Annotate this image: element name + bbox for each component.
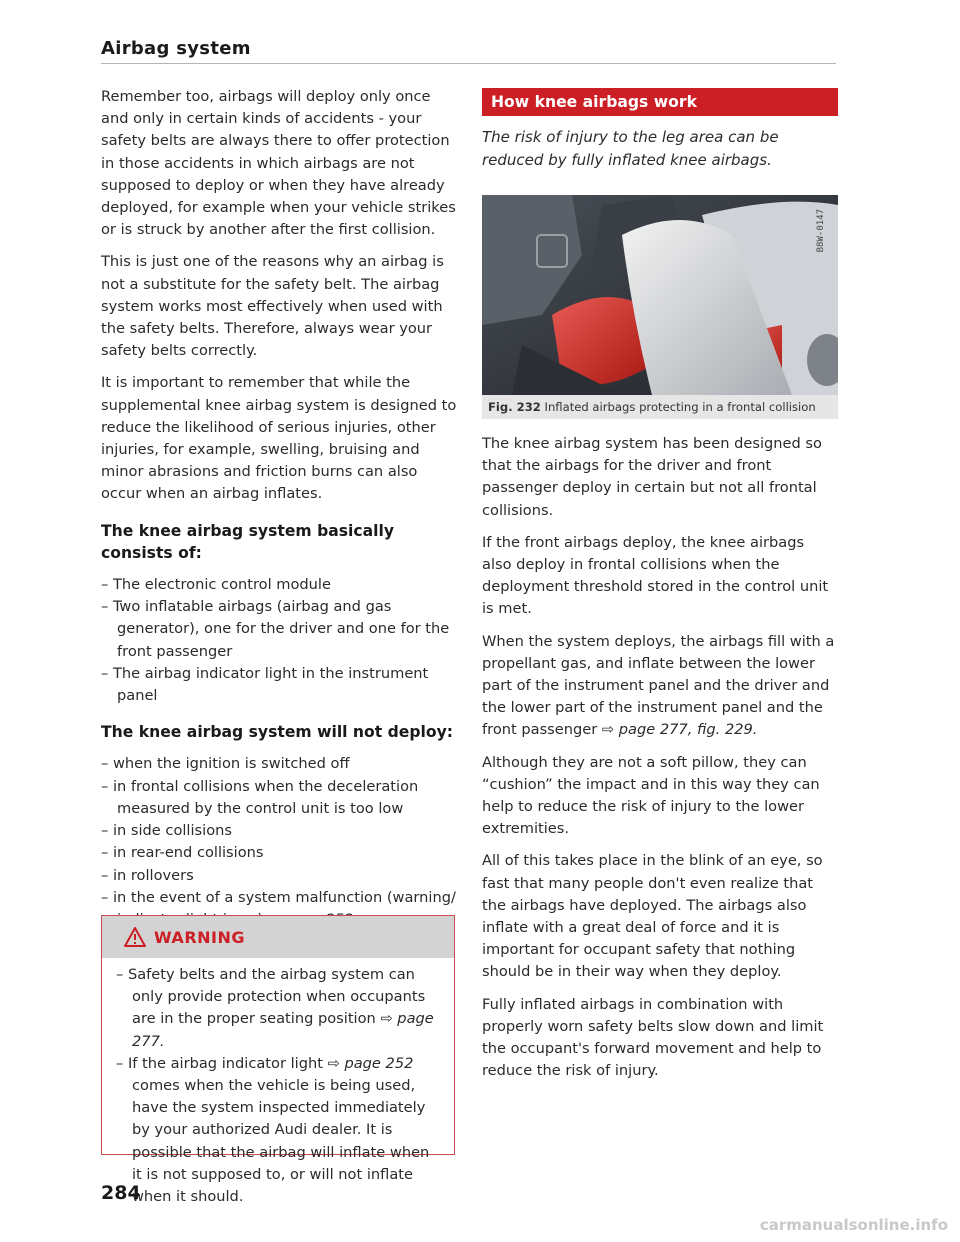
list-item: – The airbag indicator light in the instrument panel — [101, 663, 457, 707]
paragraph: The knee airbag system has been designed so that the airbags for the driver and front passenger deploy in certain but not all frontal collisions. — [482, 435, 822, 519]
warning-item — [116, 964, 442, 1053]
components-list — [101, 574, 457, 707]
warning-triangle-icon — [124, 927, 146, 947]
list-item: – in rollovers — [101, 865, 457, 887]
paragraph: Remember too, airbags will deploy only once and only in certain kinds of accidents - your safety belts are always there to offer protection in those accidents in which airbags are not supposed to deploy or when they have already deployed, for example when your vehicle strikes or is struck by another after the first collision. — [101, 88, 456, 239]
paragraph: If the front airbags deploy, the knee airbags also deploy in frontal collisions when the deployment threshold stored in the control unit is met. — [482, 533, 829, 618]
airbag-illustration — [482, 195, 838, 395]
caption-text: Inflated airbags protecting in a frontal collision — [544, 400, 816, 414]
warning-item-text: Safety belts and the airbag system can only provide protection when occupants are in the proper seating position — [127, 966, 426, 1028]
header-rule — [101, 63, 836, 64]
paragraph: Fully inflated airbags in combination with properly worn safety belts slow down and limit the occupant's forward movement and help to reduce the risk of injury. — [482, 995, 824, 1080]
warning-item-text: comes when the vehicle is being used, have the system inspected immediately by your authorized Audi dealer. It is possible that the airbag will inflate when it is not supposed to, or will not inflate when it should. — [132, 1077, 430, 1206]
page-reference-link[interactable]: ⇨ page 277, fig. 229. — [601, 721, 758, 739]
paragraph: Although they are not a soft pillow, they can “cushion” the impact and in this way they can help to reduce the risk of injury to the lower extremities. — [482, 753, 820, 838]
warning-header — [102, 916, 454, 958]
figure-code: B8W-0147 — [815, 209, 826, 253]
list-item: – when the ignition is switched off — [101, 753, 457, 775]
paragraph: It is important to remember that while the supplemental knee airbag system is designed to reduce the likelihood of serious injuries, other injuries, for example, swelling, bruising and minor abrasions and friction burns can also occur when an airbag inflates. — [101, 374, 457, 503]
list-item: – in rear-end collisions — [101, 842, 457, 864]
list-item-text: in the event of a system malfunction (warning/ — [112, 888, 456, 906]
warning-item-text: If the airbag indicator light — [127, 1054, 323, 1072]
paragraph — [482, 631, 838, 742]
list-item: – in frontal collisions when the deceleration measured by the control unit is too low — [101, 776, 457, 820]
paragraph: All of this takes place in the blink of an eye, so fast that many people don't even realize that the airbags have deployed. The airbags also inflate with a great deal of force and it is important for occupant safety that nothing should be in their way when they deploy. — [482, 852, 823, 981]
left-column — [101, 86, 457, 931]
list-item: – The electronic control module — [101, 574, 457, 596]
page-reference-link[interactable]: ⇨ page 252 — [327, 1054, 414, 1072]
figure-knee-airbags — [482, 195, 838, 395]
figure-caption — [482, 395, 838, 419]
paragraph: This is just one of the reasons why an airbag is not a substitute for the safety belt. The airbag system works most effectively when used with the safety belts. Therefore, always wear your safety belts correctly. — [101, 253, 444, 360]
page-number: 284 — [101, 1182, 141, 1204]
warning-item — [116, 1053, 442, 1208]
list-item: – in side collisions — [101, 820, 457, 842]
warning-list — [102, 958, 454, 1208]
conditions-list — [101, 753, 457, 931]
section-banner: How knee airbags work — [482, 88, 838, 116]
subheading-consists: The knee airbag system basically consists of: — [101, 521, 394, 562]
warning-title: WARNING — [154, 927, 245, 947]
right-column — [482, 86, 838, 1092]
watermark-text: carmanualsonline.info — [759, 1216, 948, 1234]
section-title: Airbag system — [101, 38, 251, 59]
paragraph-text: When the system deploys, the airbags fill with a propellant gas, and inflate between the lower part of the instrument panel and the driver and the lower part of the instrument panel and the front passenger — [482, 632, 835, 739]
subheading-not-deploy: The knee airbag system will not deploy: — [101, 723, 453, 742]
list-item: – Two inflatable airbags (airbag and gas generator), one for the driver and one for the front passenger — [101, 596, 457, 663]
page-reference-link[interactable]: ⇨ page 277. — [132, 1010, 434, 1050]
lead-text: The risk of injury to the leg area can be reduced by fully inflated knee airbags. — [482, 128, 779, 169]
caption-number: Fig. 232 — [488, 400, 541, 414]
